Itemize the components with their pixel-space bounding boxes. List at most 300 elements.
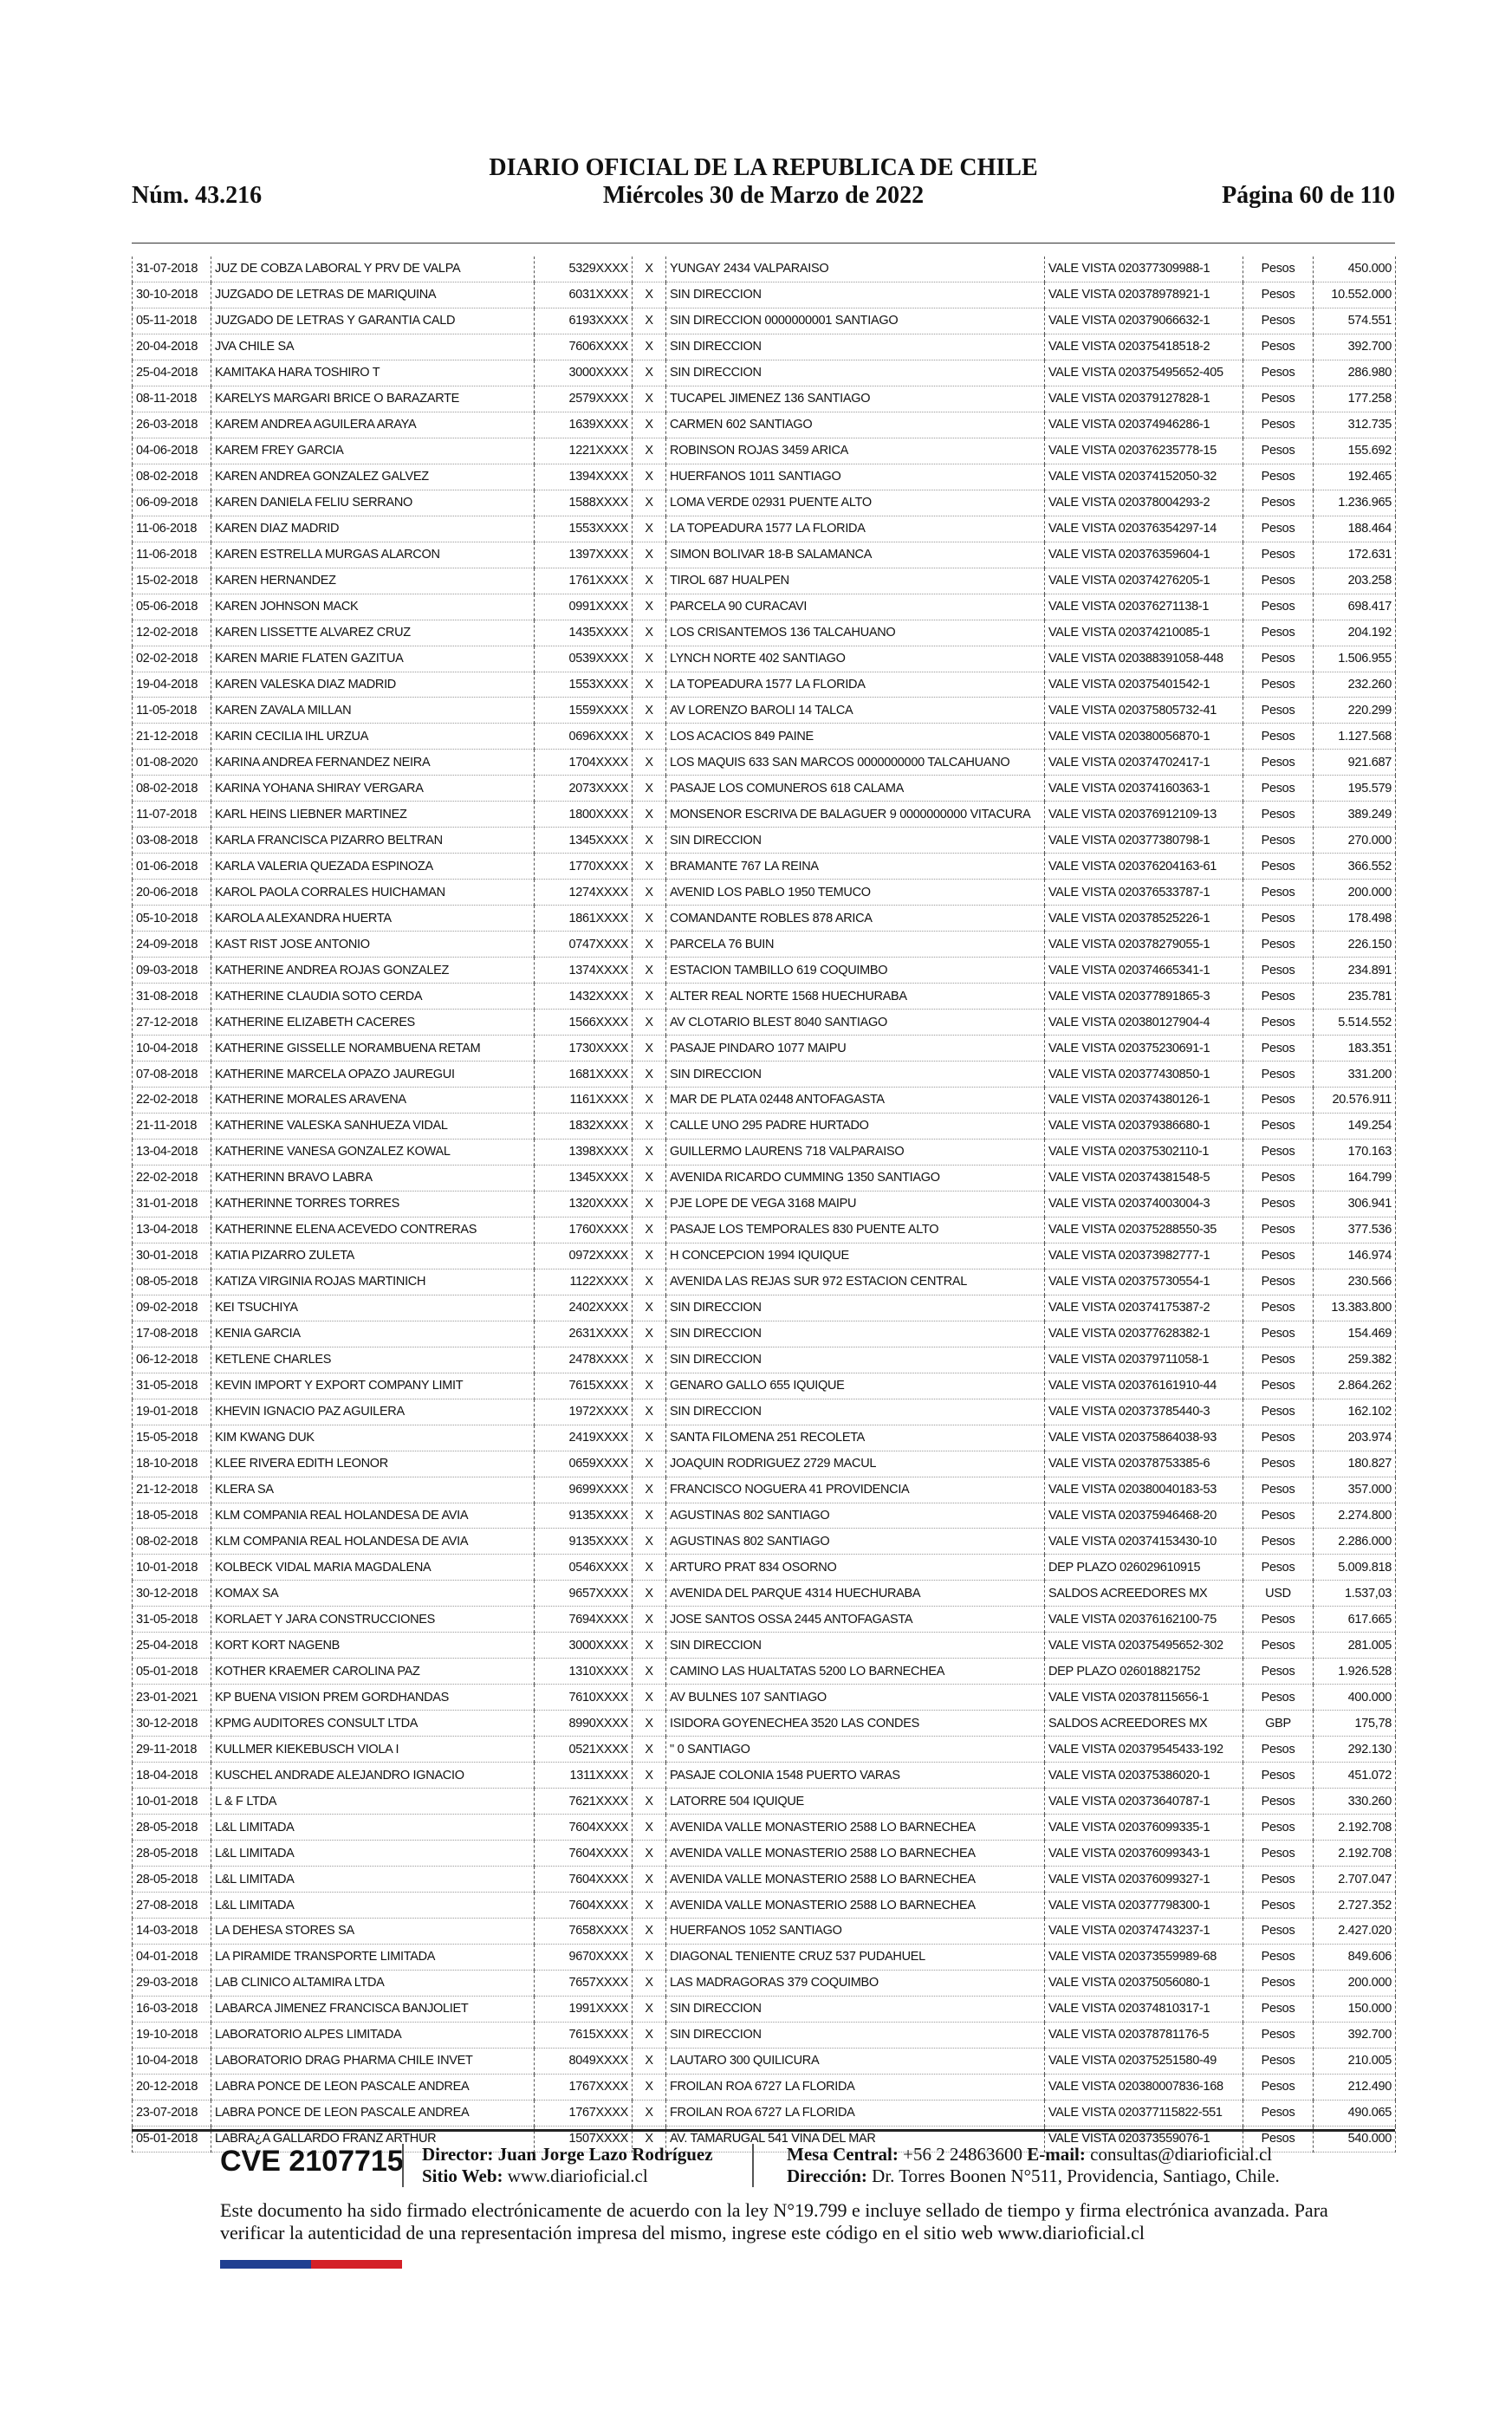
record-document: VALE VISTA 020374160363-1	[1045, 776, 1243, 802]
table-row	[133, 386, 1396, 412]
record-name: KAROL PAOLA CORRALES HUICHAMAN	[211, 880, 535, 906]
table-row	[133, 1737, 1396, 1763]
record-currency: Pesos	[1243, 2100, 1314, 2126]
table-row	[133, 620, 1396, 646]
record-document: VALE VISTA 020374003004-3	[1045, 1191, 1243, 1217]
record-document: VALE VISTA 020380040183-53	[1045, 1477, 1243, 1503]
record-amount: 849.606	[1314, 1944, 1396, 1970]
record-rut: 7658XXXX	[535, 1919, 633, 1945]
table-row	[133, 1996, 1396, 2022]
record-date: 05-11-2018	[133, 308, 211, 334]
record-document: VALE VISTA 020379545433-192	[1045, 1737, 1243, 1763]
record-amount: 180.827	[1314, 1451, 1396, 1477]
record-address: SIN DIRECCION	[666, 360, 1045, 386]
record-rut: 6193XXXX	[535, 308, 633, 334]
record-document: VALE VISTA 020375386020-1	[1045, 1763, 1243, 1789]
record-document: VALE VISTA 020375418518-2	[1045, 334, 1243, 360]
record-currency: Pesos	[1243, 1919, 1314, 1945]
record-date: 16-03-2018	[133, 1996, 211, 2022]
table-row	[133, 1685, 1396, 1711]
record-rut: 1398XXXX	[535, 1139, 633, 1165]
table-row	[133, 880, 1396, 906]
record-date: 20-04-2018	[133, 334, 211, 360]
record-rut: 1767XXXX	[535, 2100, 633, 2126]
record-document: VALE VISTA 020373785440-3	[1045, 1399, 1243, 1425]
record-address: PASAJE COLONIA 1548 PUERTO VARAS	[666, 1763, 1045, 1789]
record-address: SIN DIRECCION	[666, 1062, 1045, 1088]
record-currency: Pesos	[1243, 1062, 1314, 1088]
record-amount: 392.700	[1314, 334, 1396, 360]
record-amount: 2.427.020	[1314, 1919, 1396, 1945]
record-name: KIM KWANG DUK	[211, 1425, 535, 1451]
record-amount: 155.692	[1314, 438, 1396, 464]
record-date: 24-09-2018	[133, 932, 211, 958]
record-currency: Pesos	[1243, 490, 1314, 516]
record-name: KAREN DIAZ MADRID	[211, 516, 535, 542]
page-header	[132, 154, 1395, 215]
record-currency: Pesos	[1243, 1841, 1314, 1867]
record-date: 04-01-2018	[133, 1944, 211, 1970]
record-mark: X	[633, 2022, 666, 2048]
record-name: KAROLA ALEXANDRA HUERTA	[211, 906, 535, 932]
record-document: VALE VISTA 020376162100-75	[1045, 1607, 1243, 1633]
record-rut: 1559XXXX	[535, 698, 633, 724]
record-document: VALE VISTA 020379711058-1	[1045, 1347, 1243, 1373]
record-currency: Pesos	[1243, 594, 1314, 620]
record-document: VALE VISTA 020375495652-302	[1045, 1633, 1243, 1659]
record-document: VALE VISTA 020374702417-1	[1045, 750, 1243, 776]
record-name: KLM COMPANIA REAL HOLANDESA DE AVIA	[211, 1503, 535, 1529]
flag-bar-red	[311, 2260, 402, 2269]
table-row	[133, 464, 1396, 490]
record-mark: X	[633, 1347, 666, 1373]
record-amount: 306.941	[1314, 1191, 1396, 1217]
record-currency: Pesos	[1243, 1191, 1314, 1217]
record-mark: X	[633, 1633, 666, 1659]
record-date: 03-08-2018	[133, 828, 211, 854]
record-rut: 1639XXXX	[535, 412, 633, 438]
record-currency: Pesos	[1243, 1633, 1314, 1659]
record-rut: 7604XXXX	[535, 1867, 633, 1893]
record-date: 23-07-2018	[133, 2100, 211, 2126]
record-currency: Pesos	[1243, 1347, 1314, 1373]
record-document: VALE VISTA 020375805732-41	[1045, 698, 1243, 724]
record-rut: 1310XXXX	[535, 1659, 633, 1685]
record-currency: Pesos	[1243, 256, 1314, 282]
record-name: KAREN ZAVALA MILLAN	[211, 698, 535, 724]
record-document: VALE VISTA 020378525226-1	[1045, 906, 1243, 932]
page-number: Página 60 de 110	[1222, 182, 1395, 209]
table-row	[133, 1321, 1396, 1347]
record-date: 29-11-2018	[133, 1737, 211, 1763]
record-currency: Pesos	[1243, 1944, 1314, 1970]
record-mark: X	[633, 906, 666, 932]
record-rut: 1991XXXX	[535, 1996, 633, 2022]
record-rut: 1681XXXX	[535, 1062, 633, 1088]
record-currency: Pesos	[1243, 1217, 1314, 1243]
record-name: LABRA¿A GALLARDO FRANZ ARTHUR	[211, 2126, 535, 2152]
record-mark: X	[633, 2074, 666, 2100]
record-mark: X	[633, 750, 666, 776]
record-document: VALE VISTA 020375056080-1	[1045, 1970, 1243, 1996]
record-date: 31-08-2018	[133, 984, 211, 1010]
table-row	[133, 360, 1396, 386]
record-currency: Pesos	[1243, 1321, 1314, 1347]
table-row	[133, 490, 1396, 516]
record-document: VALE VISTA 020380127904-4	[1045, 1010, 1243, 1036]
record-date: 27-12-2018	[133, 1010, 211, 1036]
record-mark: X	[633, 620, 666, 646]
record-address: H CONCEPCION 1994 IQUIQUE	[666, 1243, 1045, 1269]
record-address: ALTER REAL NORTE 1568 HUECHURABA	[666, 984, 1045, 1010]
record-name: KOLBECK VIDAL MARIA MAGDALENA	[211, 1555, 535, 1581]
table-row	[133, 1970, 1396, 1996]
table-row	[133, 1944, 1396, 1970]
record-currency: Pesos	[1243, 1010, 1314, 1036]
record-document: VALE VISTA 020376533787-1	[1045, 880, 1243, 906]
record-rut: 0696XXXX	[535, 724, 633, 750]
record-name: JVA CHILE SA	[211, 334, 535, 360]
record-document: SALDOS ACREEDORES MX	[1045, 1581, 1243, 1607]
record-rut: 2631XXXX	[535, 1321, 633, 1347]
record-mark: X	[633, 1919, 666, 1945]
record-currency: Pesos	[1243, 2048, 1314, 2074]
record-rut: 0539XXXX	[535, 646, 633, 672]
record-name: KORLAET Y JARA CONSTRUCCIONES	[211, 1607, 535, 1633]
record-mark: X	[633, 1036, 666, 1062]
record-amount: 1.236.965	[1314, 490, 1396, 516]
record-document: VALE VISTA 020375946468-20	[1045, 1503, 1243, 1529]
record-address: JOAQUIN RODRIGUEZ 2729 MACUL	[666, 1451, 1045, 1477]
record-name: KATHERINNE ELENA ACEVEDO CONTRERAS	[211, 1217, 535, 1243]
record-address: AVENIDA VALLE MONASTERIO 2588 LO BARNECHEA	[666, 1841, 1045, 1867]
record-date: 07-08-2018	[133, 1062, 211, 1088]
record-address: AV LORENZO BAROLI 14 TALCA	[666, 698, 1045, 724]
table-row	[133, 1607, 1396, 1633]
record-amount: 212.490	[1314, 2074, 1396, 2100]
record-date: 08-02-2018	[133, 1529, 211, 1555]
record-name: KARLA VALERIA QUEZADA ESPINOZA	[211, 854, 535, 880]
record-name: KULLMER KIEKEBUSCH VIOLA I	[211, 1737, 535, 1763]
record-date: 21-12-2018	[133, 724, 211, 750]
record-name: KATIA PIZARRO ZULETA	[211, 1243, 535, 1269]
record-date: 05-10-2018	[133, 906, 211, 932]
record-rut: 0991XXXX	[535, 594, 633, 620]
record-rut: 1345XXXX	[535, 828, 633, 854]
record-date: 21-11-2018	[133, 1113, 211, 1139]
record-currency: Pesos	[1243, 1789, 1314, 1815]
record-amount: 617.665	[1314, 1607, 1396, 1633]
record-rut: 2419XXXX	[535, 1425, 633, 1451]
record-document: VALE VISTA 020376204163-61	[1045, 854, 1243, 880]
record-mark: X	[633, 1789, 666, 1815]
record-currency: Pesos	[1243, 1451, 1314, 1477]
record-mark: X	[633, 802, 666, 828]
record-address: MAR DE PLATA 02448 ANTOFAGASTA	[666, 1088, 1045, 1114]
record-mark: X	[633, 1399, 666, 1425]
record-address: ISIDORA GOYENECHEA 3520 LAS CONDES	[666, 1711, 1045, 1737]
record-date: 30-12-2018	[133, 1581, 211, 1607]
record-rut: 1507XXXX	[535, 2126, 633, 2152]
record-rut: 1761XXXX	[535, 568, 633, 594]
record-date: 23-01-2021	[133, 1685, 211, 1711]
record-document: VALE VISTA 020376912109-13	[1045, 802, 1243, 828]
record-date: 08-02-2018	[133, 464, 211, 490]
website-link[interactable]: www.diarioficial.cl	[507, 2166, 648, 2186]
record-document: VALE VISTA 020373559989-68	[1045, 1944, 1243, 1970]
record-date: 26-03-2018	[133, 412, 211, 438]
record-date: 09-02-2018	[133, 1295, 211, 1321]
record-address: LOS MAQUIS 633 SAN MARCOS 0000000000 TALCAHUANO	[666, 750, 1045, 776]
footer-divider	[132, 2129, 1395, 2132]
record-address: PARCELA 76 BUIN	[666, 932, 1045, 958]
record-address: SIN DIRECCION 0000000001 SANTIAGO	[666, 308, 1045, 334]
record-rut: 2478XXXX	[535, 1347, 633, 1373]
record-name: L&L LIMITADA	[211, 1893, 535, 1919]
record-rut: 2073XXXX	[535, 776, 633, 802]
record-mark: X	[633, 672, 666, 698]
record-mark: X	[633, 1815, 666, 1841]
record-currency: Pesos	[1243, 1399, 1314, 1425]
record-mark: X	[633, 646, 666, 672]
record-amount: 377.536	[1314, 1217, 1396, 1243]
record-name: LA DEHESA STORES SA	[211, 1919, 535, 1945]
record-address: SIN DIRECCION	[666, 1633, 1045, 1659]
record-mark: X	[633, 1139, 666, 1165]
record-document: VALE VISTA 020373640787-1	[1045, 1789, 1243, 1815]
record-amount: 20.576.911	[1314, 1088, 1396, 1114]
record-currency: Pesos	[1243, 1763, 1314, 1789]
record-address: SIMON BOLIVAR 18-B SALAMANCA	[666, 542, 1045, 568]
record-amount: 2.707.047	[1314, 1867, 1396, 1893]
record-mark: X	[633, 594, 666, 620]
record-mark: X	[633, 438, 666, 464]
record-rut: 9657XXXX	[535, 1581, 633, 1607]
record-document: VALE VISTA 020376161910-44	[1045, 1373, 1243, 1399]
record-amount: 331.200	[1314, 1062, 1396, 1088]
table-row	[133, 594, 1396, 620]
record-currency: Pesos	[1243, 1659, 1314, 1685]
record-mark: X	[633, 1607, 666, 1633]
record-currency: Pesos	[1243, 1970, 1314, 1996]
record-mark: X	[633, 1737, 666, 1763]
record-mark: X	[633, 1451, 666, 1477]
record-rut: 8049XXXX	[535, 2048, 633, 2074]
record-name: KATHERINE VANESA GONZALEZ KOWAL	[211, 1139, 535, 1165]
record-currency: Pesos	[1243, 568, 1314, 594]
record-date: 22-02-2018	[133, 1088, 211, 1114]
record-address: AVENID LOS PABLO 1950 TEMUCO	[666, 880, 1045, 906]
record-document: VALE VISTA 020376099327-1	[1045, 1867, 1243, 1893]
record-document: VALE VISTA 020377798300-1	[1045, 1893, 1243, 1919]
record-rut: 1435XXXX	[535, 620, 633, 646]
record-date: 28-05-2018	[133, 1841, 211, 1867]
record-name: KATHERINE CLAUDIA SOTO CERDA	[211, 984, 535, 1010]
record-name: KATIZA VIRGINIA ROJAS MARTINICH	[211, 1269, 535, 1295]
record-rut: 1274XXXX	[535, 880, 633, 906]
record-currency: Pesos	[1243, 828, 1314, 854]
record-document: VALE VISTA 020379066632-1	[1045, 308, 1243, 334]
table-row	[133, 1477, 1396, 1503]
table-row	[133, 1113, 1396, 1139]
record-address: SIN DIRECCION	[666, 1295, 1045, 1321]
record-amount: 203.258	[1314, 568, 1396, 594]
record-mark: X	[633, 1555, 666, 1581]
record-amount: 146.974	[1314, 1243, 1396, 1269]
record-address: LOS CRISANTEMOS 136 TALCAHUANO	[666, 620, 1045, 646]
record-date: 06-09-2018	[133, 490, 211, 516]
record-mark: X	[633, 958, 666, 984]
record-document: VALE VISTA 020374381548-5	[1045, 1165, 1243, 1191]
record-name: KEVIN IMPORT Y EXPORT COMPANY LIMIT	[211, 1373, 535, 1399]
record-mark: X	[633, 1763, 666, 1789]
record-address: AVENIDA VALLE MONASTERIO 2588 LO BARNECHEA	[666, 1893, 1045, 1919]
record-address: AVENIDA VALLE MONASTERIO 2588 LO BARNECHEA	[666, 1815, 1045, 1841]
records-grid	[132, 256, 1396, 2153]
record-currency: Pesos	[1243, 984, 1314, 1010]
record-mark: X	[633, 490, 666, 516]
record-document: VALE VISTA 020377430850-1	[1045, 1062, 1243, 1088]
record-address: LOMA VERDE 02931 PUENTE ALTO	[666, 490, 1045, 516]
record-currency: Pesos	[1243, 1036, 1314, 1062]
record-currency: Pesos	[1243, 1295, 1314, 1321]
record-address: SIN DIRECCION	[666, 1996, 1045, 2022]
record-address: ROBINSON ROJAS 3459 ARICA	[666, 438, 1045, 464]
record-rut: 1588XXXX	[535, 490, 633, 516]
record-name: LABRA PONCE DE LEON PASCALE ANDREA	[211, 2100, 535, 2126]
record-rut: 1311XXXX	[535, 1763, 633, 1789]
record-name: KAMITAKA HARA TOSHIRO T	[211, 360, 535, 386]
record-date: 20-12-2018	[133, 2074, 211, 2100]
record-amount: 5.514.552	[1314, 1010, 1396, 1036]
record-name: KARIN CECILIA IHL URZUA	[211, 724, 535, 750]
record-currency: Pesos	[1243, 1529, 1314, 1555]
record-currency: Pesos	[1243, 2074, 1314, 2100]
record-document: VALE VISTA 020374152050-32	[1045, 464, 1243, 490]
table-row	[133, 308, 1396, 334]
table-row	[133, 1581, 1396, 1607]
record-name: JUZGADO DE LETRAS DE MARIQUINA	[211, 282, 535, 308]
table-row	[133, 1139, 1396, 1165]
record-date: 10-04-2018	[133, 2048, 211, 2074]
record-rut: 1553XXXX	[535, 516, 633, 542]
record-date: 30-12-2018	[133, 1711, 211, 1737]
record-amount: 451.072	[1314, 1763, 1396, 1789]
record-rut: 3000XXXX	[535, 360, 633, 386]
record-document: VALE VISTA 020378279055-1	[1045, 932, 1243, 958]
table-row	[133, 2100, 1396, 2126]
record-address: AV CLOTARIO BLEST 8040 SANTIAGO	[666, 1010, 1045, 1036]
table-row	[133, 672, 1396, 698]
record-mark: X	[633, 412, 666, 438]
mesa-label: Mesa Central:	[787, 2144, 899, 2165]
record-rut: 0972XXXX	[535, 1243, 633, 1269]
footer-separator	[752, 2144, 754, 2187]
record-date: 15-05-2018	[133, 1425, 211, 1451]
record-rut: 9135XXXX	[535, 1529, 633, 1555]
record-name: KAREN MARIE FLATEN GAZITUA	[211, 646, 535, 672]
table-row	[133, 1867, 1396, 1893]
record-amount: 234.891	[1314, 958, 1396, 984]
record-address: FROILAN ROA 6727 LA FLORIDA	[666, 2100, 1045, 2126]
record-name: KARL HEINS LIEBNER MARTINEZ	[211, 802, 535, 828]
record-address: AVENIDA VALLE MONASTERIO 2588 LO BARNECHEA	[666, 1867, 1045, 1893]
record-rut: 9135XXXX	[535, 1503, 633, 1529]
record-date: 18-10-2018	[133, 1451, 211, 1477]
record-date: 14-03-2018	[133, 1919, 211, 1945]
record-address: AVENIDA DEL PARQUE 4314 HUECHURABA	[666, 1581, 1045, 1607]
record-currency: USD	[1243, 1581, 1314, 1607]
record-mark: X	[633, 1217, 666, 1243]
record-currency: Pesos	[1243, 386, 1314, 412]
record-name: KETLENE CHARLES	[211, 1347, 535, 1373]
record-currency: Pesos	[1243, 1477, 1314, 1503]
table-row	[133, 828, 1396, 854]
record-rut: 6031XXXX	[535, 282, 633, 308]
record-amount: 2.192.708	[1314, 1815, 1396, 1841]
record-date: 08-02-2018	[133, 776, 211, 802]
record-amount: 574.551	[1314, 308, 1396, 334]
record-date: 08-05-2018	[133, 1269, 211, 1295]
record-mark: X	[633, 516, 666, 542]
record-amount: 450.000	[1314, 256, 1396, 282]
mesa-phone: +56 2 24863600	[903, 2144, 1022, 2165]
record-date: 13-04-2018	[133, 1217, 211, 1243]
masthead	[132, 154, 1395, 210]
table-row	[133, 516, 1396, 542]
record-amount: 357.000	[1314, 1477, 1396, 1503]
record-address: SIN DIRECCION	[666, 828, 1045, 854]
record-currency: Pesos	[1243, 750, 1314, 776]
record-currency: Pesos	[1243, 1607, 1314, 1633]
record-document: VALE VISTA 020376271138-1	[1045, 594, 1243, 620]
record-document: VALE VISTA 020374743237-1	[1045, 1919, 1243, 1945]
table-row	[133, 2022, 1396, 2048]
records-table	[132, 256, 1395, 2153]
table-row	[133, 1062, 1396, 1088]
record-address: TUCAPEL JIMENEZ 136 SANTIAGO	[666, 386, 1045, 412]
record-name: LABRA PONCE DE LEON PASCALE ANDREA	[211, 2074, 535, 2100]
table-row	[133, 1295, 1396, 1321]
record-currency: Pesos	[1243, 464, 1314, 490]
record-name: KLEE RIVERA EDITH LEONOR	[211, 1451, 535, 1477]
table-row	[133, 1659, 1396, 1685]
record-mark: X	[633, 1477, 666, 1503]
table-row	[133, 1841, 1396, 1867]
record-address: PASAJE LOS COMUNEROS 618 CALAMA	[666, 776, 1045, 802]
record-address: LOS ACACIOS 849 PAINE	[666, 724, 1045, 750]
record-document: VALE VISTA 020375302110-1	[1045, 1139, 1243, 1165]
record-currency: Pesos	[1243, 1737, 1314, 1763]
record-name: KATHERINE MORALES ARAVENA	[211, 1088, 535, 1114]
record-amount: 172.631	[1314, 542, 1396, 568]
record-date: 17-08-2018	[133, 1321, 211, 1347]
record-address: AVENIDA RICARDO CUMMING 1350 SANTIAGO	[666, 1165, 1045, 1191]
record-amount: 226.150	[1314, 932, 1396, 958]
record-amount: 178.498	[1314, 906, 1396, 932]
record-currency: Pesos	[1243, 282, 1314, 308]
record-rut: 1161XXXX	[535, 1088, 633, 1114]
record-amount: 200.000	[1314, 1970, 1396, 1996]
table-row	[133, 1503, 1396, 1529]
record-currency: Pesos	[1243, 516, 1314, 542]
record-rut: 1394XXXX	[535, 464, 633, 490]
email-link[interactable]: consultas@diarioficial.cl	[1090, 2144, 1273, 2165]
record-rut: 7615XXXX	[535, 1373, 633, 1399]
record-name: L&L LIMITADA	[211, 1841, 535, 1867]
record-currency: Pesos	[1243, 646, 1314, 672]
table-row	[133, 1347, 1396, 1373]
